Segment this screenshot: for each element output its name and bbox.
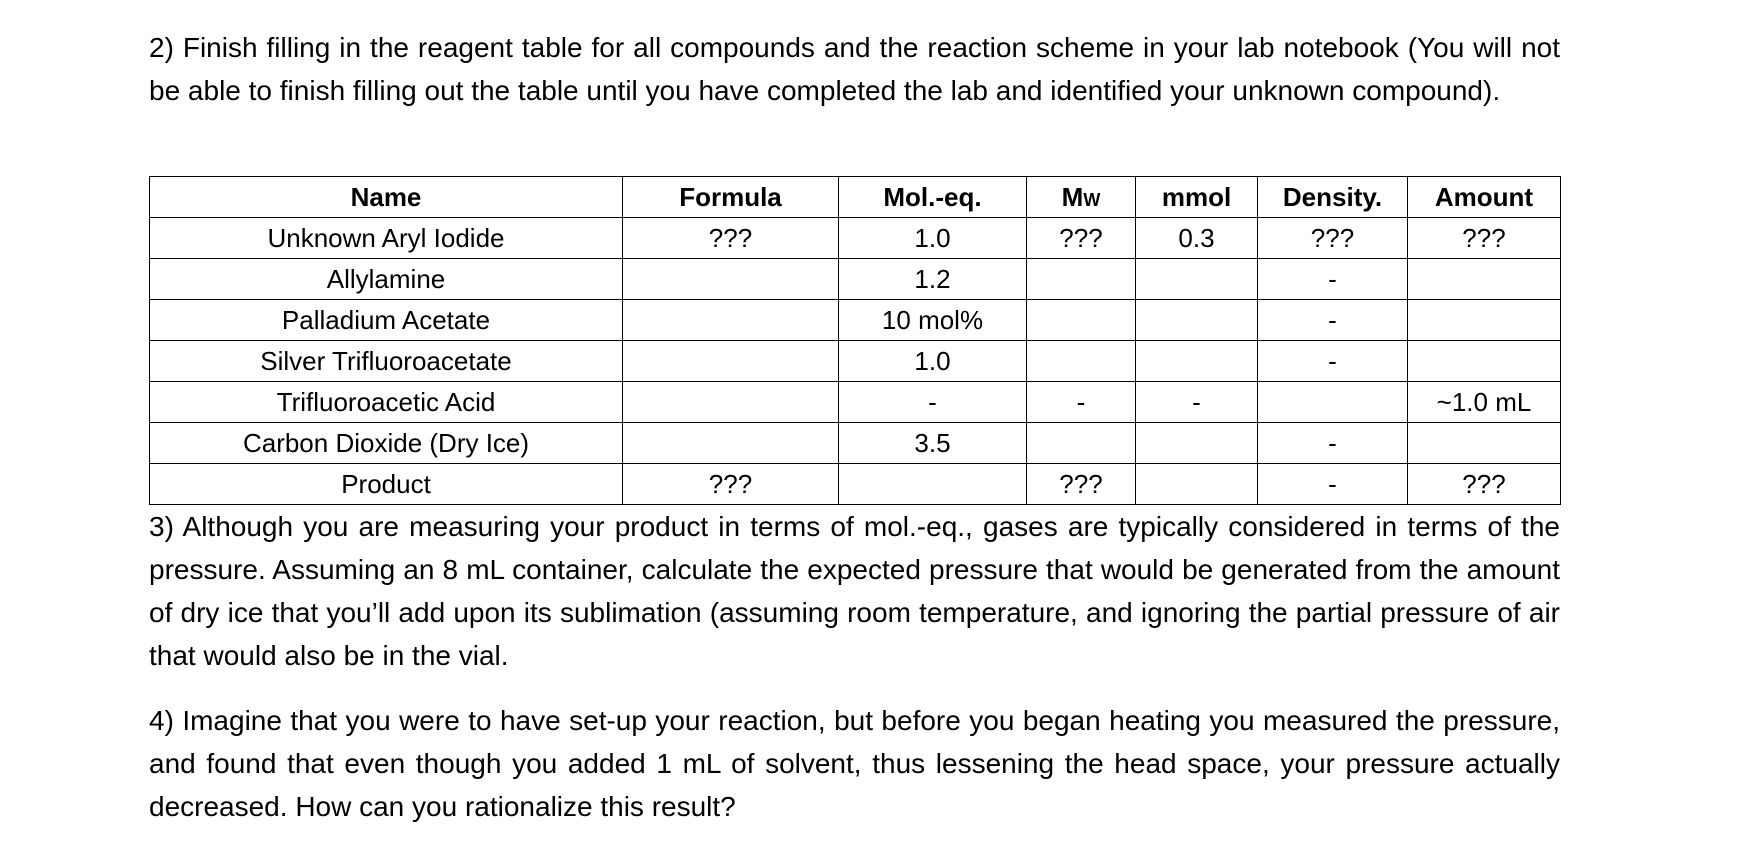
cell-mol-eq: 1.0 (839, 218, 1027, 259)
cell-mmol (1136, 423, 1258, 464)
cell-mol-eq: 10 mol% (839, 300, 1027, 341)
cell-formula (623, 259, 839, 300)
table-row (150, 259, 1561, 300)
cell-mw (1027, 300, 1136, 341)
reagent-table-header-row (150, 177, 1561, 218)
cell-amount (1408, 259, 1561, 300)
cell-density (1258, 382, 1408, 423)
cell-amount (1408, 300, 1561, 341)
cell-mol-eq: - (839, 382, 1027, 423)
cell-density: - (1258, 300, 1408, 341)
cell-amount: ??? (1408, 218, 1561, 259)
cell-name: Allylamine (150, 259, 623, 300)
cell-name: Silver Trifluoroacetate (150, 341, 623, 382)
question-4-text: 4) Imagine that you were to have set-up your reaction, but before you began heating you measured the pressure, and found that even though you added 1 mL of solvent, thus lessening the head space, your pressure actually decreased. How can you rationalize this result? (149, 705, 1560, 822)
worksheet-page (149, 26, 1560, 828)
cell-mw (1027, 259, 1136, 300)
header-mol-eq: Mol.-eq. (839, 177, 1027, 218)
cell-formula: ??? (623, 464, 839, 505)
header-name: Name (150, 177, 623, 218)
cell-density: ??? (1258, 218, 1408, 259)
header-mw-main: M (1061, 181, 1084, 212)
cell-name: Carbon Dioxide (Dry Ice) (150, 423, 623, 464)
cell-name: Product (150, 464, 623, 505)
header-mmol: mmol (1136, 177, 1258, 218)
table-row (150, 218, 1561, 259)
cell-name: Palladium Acetate (150, 300, 623, 341)
cell-amount: ~1.0 mL (1408, 382, 1561, 423)
cell-density: - (1258, 341, 1408, 382)
cell-mw (1027, 341, 1136, 382)
cell-density: - (1258, 464, 1408, 505)
cell-mw: ??? (1027, 218, 1136, 259)
cell-mmol (1136, 300, 1258, 341)
cell-formula (623, 341, 839, 382)
cell-name: Trifluoroacetic Acid (150, 382, 623, 423)
cell-mmol (1136, 259, 1258, 300)
cell-formula (623, 300, 839, 341)
cell-density: - (1258, 259, 1408, 300)
reagent-table (149, 176, 1561, 505)
cell-mol-eq (839, 464, 1027, 505)
cell-mmol (1136, 341, 1258, 382)
cell-mmol (1136, 464, 1258, 505)
cell-formula (623, 382, 839, 423)
cell-mmol: 0.3 (1136, 218, 1258, 259)
cell-formula (623, 423, 839, 464)
cell-mol-eq: 1.0 (839, 341, 1027, 382)
question-3-text: 3) Although you are measuring your product in terms of mol.-eq., gases are typically considered in terms of the pressure. Assuming an 8 mL container, calculate the expected pressure that would be generated from the amount of dry ice that you’ll add upon its sublimation (assuming room temperature, and ignoring the partial pressure of air that would also be in the vial. (149, 511, 1560, 671)
table-row (150, 341, 1561, 382)
header-mw (1027, 177, 1136, 218)
cell-formula: ??? (623, 218, 839, 259)
table-row (150, 382, 1561, 423)
cell-amount: ??? (1408, 464, 1561, 505)
cell-mw: ??? (1027, 464, 1136, 505)
header-formula: Formula (623, 177, 839, 218)
question-2-text: 2) Finish filling in the reagent table for all compounds and the reaction scheme in your lab notebook (You will not be able to finish filling out the table until you have completed the lab and identified your unknown compound). (149, 32, 1560, 106)
cell-name: Unknown Aryl Iodide (150, 218, 623, 259)
cell-mw: - (1027, 382, 1136, 423)
cell-amount (1408, 423, 1561, 464)
cell-mol-eq: 1.2 (839, 259, 1027, 300)
header-density: Density. (1258, 177, 1408, 218)
cell-mw (1027, 423, 1136, 464)
header-mw-sub: W (1083, 189, 1101, 210)
cell-mol-eq: 3.5 (839, 423, 1027, 464)
cell-mmol: - (1136, 382, 1258, 423)
cell-amount (1408, 341, 1561, 382)
cell-density: - (1258, 423, 1408, 464)
table-row (150, 300, 1561, 341)
table-row (150, 423, 1561, 464)
header-amount: Amount (1408, 177, 1561, 218)
table-row (150, 464, 1561, 505)
